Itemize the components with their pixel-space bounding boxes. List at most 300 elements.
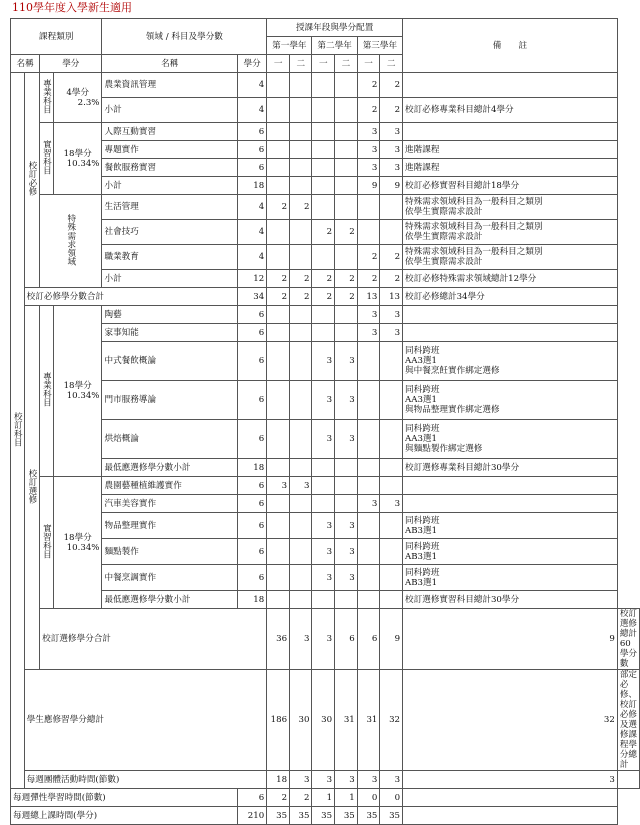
semester-credits: 3: [312, 609, 335, 670]
semester-credits: [312, 591, 335, 609]
semester-credits: 1: [312, 789, 335, 807]
group-req-practice-credits: [53, 123, 102, 195]
remark-line: 同科跨班: [405, 424, 440, 434]
semester-credits: 3: [312, 565, 335, 591]
semester-credits: 2: [357, 245, 380, 270]
remark-cell: [403, 513, 618, 539]
subject-credits: 210: [238, 807, 267, 825]
subject-credits: 6: [238, 141, 267, 159]
semester-credits: [357, 513, 380, 539]
remark-cell: [403, 306, 618, 324]
semester-credits: [290, 98, 312, 123]
semester-credits: [312, 73, 335, 98]
group-special-needs-label: 特殊需求領域: [65, 213, 76, 266]
semester-credits: [312, 306, 335, 324]
header-sem-2: 二: [335, 55, 358, 73]
table-row: [11, 807, 640, 825]
semester-credits: 30: [290, 670, 312, 771]
semester-credits: 3: [312, 539, 335, 565]
header-sem-2: 二: [380, 55, 403, 73]
group-elec-practice-credits-percent: 10.34%: [66, 542, 100, 553]
semester-credits: [290, 459, 312, 477]
semester-credits: 2: [312, 288, 335, 306]
subject-credits: 6: [238, 306, 267, 324]
semester-credits: 9: [357, 177, 380, 195]
subject-name: 烘焙概論: [102, 420, 238, 459]
subject-name: 生活管理: [102, 195, 238, 220]
remark-cell: 部定必修、校訂必修及選修課程學分總計: [617, 670, 639, 771]
table-row: [11, 73, 640, 98]
subject-name: 汽車美容實作: [102, 495, 238, 513]
subject-name: 小計: [102, 98, 238, 123]
semester-credits: [380, 459, 403, 477]
subject-credits: 18: [238, 177, 267, 195]
remark-cell: [403, 420, 618, 459]
group-elec-practice: [40, 477, 54, 609]
subject-credits: 34: [238, 288, 267, 306]
subject-credits: 18: [267, 771, 290, 789]
table-row: [11, 159, 640, 177]
semester-credits: [267, 342, 290, 381]
semester-credits: [267, 177, 290, 195]
subject-credits: 186: [267, 670, 290, 771]
semester-credits: 35: [380, 807, 403, 825]
semester-credits: [380, 220, 403, 245]
semester-credits: 13: [380, 288, 403, 306]
semester-credits: 35: [267, 807, 290, 825]
header-subject-name: 名稱: [102, 55, 238, 73]
semester-credits: [267, 513, 290, 539]
semester-credits: [267, 220, 290, 245]
group-school-subjects-label: 校訂科目: [12, 411, 23, 447]
semester-credits: [335, 459, 358, 477]
subject-credits: 4: [238, 98, 267, 123]
table-row: [11, 98, 640, 123]
remark-line: 同科跨班: [405, 567, 440, 578]
semester-credits: [335, 141, 358, 159]
remark-cell: [403, 324, 618, 342]
subject-credits: 6: [238, 477, 267, 495]
semester-credits: 30: [312, 670, 335, 771]
semester-credits: 2: [335, 220, 358, 245]
semester-credits: 3: [380, 141, 403, 159]
group-req-practice-credits-credits: 18學分: [63, 148, 92, 159]
semester-credits: 13: [357, 288, 380, 306]
semester-credits: [290, 245, 312, 270]
remark-cell: [403, 123, 618, 141]
remark-cell: [403, 245, 618, 270]
subject-credits: 6: [238, 324, 267, 342]
remark-line: 與物品整理實作綁定選修: [405, 405, 500, 415]
semester-credits: [267, 306, 290, 324]
semester-credits: [290, 495, 312, 513]
semester-credits: 31: [357, 670, 380, 771]
table-row: [11, 459, 640, 477]
header-category: 課程類別: [11, 19, 102, 55]
subject-name: 職業教育: [102, 245, 238, 270]
semester-credits: 2: [380, 270, 403, 288]
semester-credits: [267, 420, 290, 459]
semester-credits: [267, 565, 290, 591]
semester-credits: 3: [380, 306, 403, 324]
table-row: [11, 123, 640, 141]
semester-credits: [290, 342, 312, 381]
semester-credits: 0: [357, 789, 380, 807]
semester-credits: 32: [403, 670, 618, 771]
semester-credits: [357, 539, 380, 565]
semester-credits: 3: [380, 324, 403, 342]
semester-credits: 2: [267, 288, 290, 306]
semester-credits: [335, 591, 358, 609]
semester-credits: [267, 141, 290, 159]
table-row: [11, 609, 640, 670]
header-credits: 學分: [40, 55, 102, 73]
group-req-professional-credits-percent: 2.3%: [77, 97, 100, 108]
remark-cell: [403, 565, 618, 591]
semester-credits: [380, 477, 403, 495]
semester-credits: [357, 420, 380, 459]
remark-cell: 校訂選修實習科目總計30學分: [403, 591, 618, 609]
subject-credits: 6: [238, 420, 267, 459]
subject-name: 校訂選修學分合計: [40, 609, 267, 670]
remark-cell: 校訂必修特殊需求領域總計12學分: [403, 270, 618, 288]
semester-credits: 3: [335, 381, 358, 420]
table-row: [11, 381, 640, 420]
remark-cell: 校訂必修總計34學分: [403, 288, 618, 306]
table-row: [11, 288, 640, 306]
subject-name: 門市服務導論: [102, 381, 238, 420]
group-school-required: [24, 73, 39, 288]
subject-credits: 6: [238, 539, 267, 565]
semester-credits: 3: [335, 539, 358, 565]
subject-credits: 6: [238, 565, 267, 591]
table-row: [11, 195, 640, 220]
semester-credits: 2: [335, 270, 358, 288]
remark-cell: [403, 477, 618, 495]
semester-credits: 3: [290, 609, 312, 670]
semester-credits: [290, 539, 312, 565]
subject-credits: 6: [238, 159, 267, 177]
semester-credits: [335, 245, 358, 270]
subject-name: 每週總上課時間(學分): [11, 807, 238, 825]
semester-credits: [312, 177, 335, 195]
subject-name: 農園藝種植維護實作: [102, 477, 238, 495]
semester-credits: 9: [403, 609, 618, 670]
group-elec-practice-credits-credits: 18學分: [63, 532, 92, 543]
remark-cell: [403, 495, 618, 513]
subject-credits: 6: [238, 381, 267, 420]
header-year-2: 第二學年: [312, 37, 357, 55]
semester-credits: 2: [290, 270, 312, 288]
header-name: 名稱: [11, 55, 40, 73]
semester-credits: [380, 381, 403, 420]
group-special-needs: [40, 195, 102, 288]
subject-credits: 4: [238, 245, 267, 270]
semester-credits: [335, 98, 358, 123]
remark-cell: [403, 789, 618, 807]
semester-credits: [267, 98, 290, 123]
semester-credits: 2: [357, 73, 380, 98]
semester-credits: 2: [290, 288, 312, 306]
semester-credits: 2: [267, 195, 290, 220]
table-row: [11, 495, 640, 513]
header-domain-subject: 領域 / 科目及學分數: [102, 19, 267, 55]
semester-credits: [357, 591, 380, 609]
remark-line: 與麵點製作綁定選修: [405, 444, 483, 454]
semester-credits: [312, 245, 335, 270]
semester-credits: [335, 495, 358, 513]
semester-credits: 3: [312, 342, 335, 381]
semester-credits: [312, 324, 335, 342]
remark-line: AA3選1: [405, 434, 437, 444]
semester-credits: 35: [312, 807, 335, 825]
subject-name: 最低應選修學分數小計: [102, 591, 238, 609]
remark-line: 與中餐烹飪實作綁定選修: [405, 366, 500, 376]
semester-credits: 32: [380, 670, 403, 771]
semester-credits: [312, 477, 335, 495]
semester-credits: 35: [357, 807, 380, 825]
group-elec-professional: [40, 306, 54, 477]
semester-credits: 31: [335, 670, 358, 771]
remark-cell: [617, 771, 639, 789]
semester-credits: [335, 177, 358, 195]
semester-credits: [267, 591, 290, 609]
subject-credits: 18: [238, 591, 267, 609]
remark-line: AA3選1: [405, 356, 437, 366]
table-row: [11, 539, 640, 565]
semester-credits: 2: [357, 98, 380, 123]
subject-name: 中餐烹調實作: [102, 565, 238, 591]
subject-name: 餐飲服務實習: [102, 159, 238, 177]
semester-credits: 3: [357, 123, 380, 141]
remark-line: 同科跨班: [405, 515, 440, 526]
semester-credits: 3: [312, 381, 335, 420]
table-row: [11, 342, 640, 381]
subject-credits: 4: [238, 73, 267, 98]
semester-credits: 3: [403, 771, 618, 789]
semester-credits: 9: [380, 609, 403, 670]
table-row: [11, 670, 640, 771]
semester-credits: 2: [290, 195, 312, 220]
table-row: [11, 771, 640, 789]
group-elec-professional-label: 專業科目: [41, 372, 52, 407]
remark-cell: [403, 195, 618, 220]
remark-line: 同科跨班: [405, 385, 440, 395]
semester-credits: 2: [380, 73, 403, 98]
table-row: [11, 565, 640, 591]
semester-credits: 3: [357, 495, 380, 513]
semester-credits: 6: [335, 609, 358, 670]
semester-credits: 3: [380, 159, 403, 177]
semester-credits: 2: [312, 270, 335, 288]
semester-credits: [335, 159, 358, 177]
group-req-professional-label: 專業科目: [41, 78, 52, 114]
table-row: [11, 220, 640, 245]
semester-credits: 3: [357, 771, 380, 789]
semester-credits: 2: [380, 245, 403, 270]
semester-credits: 2: [380, 98, 403, 123]
semester-credits: [290, 159, 312, 177]
semester-credits: [312, 195, 335, 220]
semester-credits: [290, 420, 312, 459]
semester-credits: 3: [357, 306, 380, 324]
group-elec-practice-credits: [53, 477, 102, 609]
remark-cell: [403, 807, 618, 825]
remark-line: AB3選1: [405, 577, 438, 588]
subject-name: 中式餐飲概論: [102, 342, 238, 381]
group-req-practice-credits-percent: 10.34%: [66, 158, 100, 169]
group-school-subjects: [11, 73, 25, 789]
semester-credits: 3: [290, 771, 312, 789]
table-row: [11, 177, 640, 195]
remark-line: 特殊需求領域科目為一般科目之類別: [405, 247, 543, 257]
semester-credits: [267, 245, 290, 270]
semester-credits: [357, 565, 380, 591]
group-elec-professional-credits: [53, 306, 102, 477]
remark-cell: 校訂必修實習科目總計18學分: [403, 177, 618, 195]
semester-credits: [290, 324, 312, 342]
semester-credits: [290, 381, 312, 420]
page-title: 110學年度入學新生適用: [12, 1, 132, 14]
subject-credits: 4: [238, 195, 267, 220]
semester-credits: [290, 513, 312, 539]
subject-credits: 6: [238, 123, 267, 141]
subject-credits: 6: [238, 513, 267, 539]
semester-credits: [267, 159, 290, 177]
header-allocation: 授課年段與學分配置: [267, 19, 403, 37]
header-sem-2: 二: [290, 55, 312, 73]
subject-name: 每週團體活動時間(節數): [24, 771, 267, 789]
remark-line: AA3選1: [405, 395, 437, 405]
semester-credits: [290, 123, 312, 141]
semester-credits: 3: [335, 513, 358, 539]
semester-credits: [290, 591, 312, 609]
subject-name: 物品整理實作: [102, 513, 238, 539]
table-row: [11, 477, 640, 495]
semester-credits: 3: [357, 141, 380, 159]
semester-credits: [335, 73, 358, 98]
semester-credits: 0: [380, 789, 403, 807]
semester-credits: [290, 220, 312, 245]
group-req-professional-credits-credits: 4學分: [66, 87, 89, 98]
semester-credits: [335, 324, 358, 342]
subject-name: 最低應選修學分數小計: [102, 459, 238, 477]
semester-credits: [290, 73, 312, 98]
semester-credits: [357, 342, 380, 381]
semester-credits: 2: [312, 220, 335, 245]
semester-credits: [380, 565, 403, 591]
semester-credits: [380, 195, 403, 220]
semester-credits: [335, 195, 358, 220]
subject-credits: 18: [238, 459, 267, 477]
semester-credits: [312, 159, 335, 177]
table-row: [11, 245, 640, 270]
semester-credits: 3: [290, 477, 312, 495]
semester-credits: [312, 123, 335, 141]
subject-name: 學生應修習學分總計: [24, 670, 267, 771]
table-row: [11, 324, 640, 342]
subject-name: 社會技巧: [102, 220, 238, 245]
semester-credits: 3: [380, 771, 403, 789]
remark-line: 依學生實際需求設計: [405, 207, 483, 217]
semester-credits: 6: [357, 609, 380, 670]
semester-credits: [267, 495, 290, 513]
semester-credits: 3: [380, 123, 403, 141]
remark-cell: [403, 73, 618, 98]
semester-credits: [290, 306, 312, 324]
group-school-elective-label: 校訂選修: [26, 468, 37, 504]
remark-line: 特殊需求領域科目為一般科目之類別: [405, 222, 543, 232]
remark-cell: 校訂選修總計60學分數: [617, 609, 639, 670]
remark-line: AB3選1: [405, 551, 438, 562]
subject-credits: 36: [267, 609, 290, 670]
table-row: [11, 789, 640, 807]
semester-credits: 3: [357, 159, 380, 177]
header-sem-1: 一: [267, 55, 290, 73]
semester-credits: [267, 381, 290, 420]
semester-credits: [357, 381, 380, 420]
semester-credits: 2: [267, 270, 290, 288]
semester-credits: [335, 306, 358, 324]
remark-cell: [403, 381, 618, 420]
remark-line: 同科跨班: [405, 346, 440, 356]
subject-credits: 6: [238, 495, 267, 513]
subject-name: 小計: [102, 177, 238, 195]
semester-credits: [267, 324, 290, 342]
subject-credits: 12: [238, 270, 267, 288]
table-row: [11, 513, 640, 539]
subject-name: 每週彈性學習時間(節數): [11, 789, 238, 807]
semester-credits: 3: [335, 565, 358, 591]
semester-credits: 3: [335, 771, 358, 789]
semester-credits: [357, 195, 380, 220]
semester-credits: [380, 539, 403, 565]
group-elec-professional-credits-percent: 10.34%: [66, 391, 100, 401]
remark-cell: 進階課程: [403, 141, 618, 159]
semester-credits: [357, 459, 380, 477]
table-row: [11, 141, 640, 159]
header-remarks: 備 註: [403, 19, 618, 73]
remark-cell: 進階課程: [403, 159, 618, 177]
remark-line: 依學生實際需求設計: [405, 257, 483, 267]
semester-credits: 2: [267, 789, 290, 807]
semester-credits: 3: [357, 324, 380, 342]
semester-credits: [267, 539, 290, 565]
header-subject-credits: 學分: [238, 55, 267, 73]
remark-line: AB3選1: [405, 525, 438, 536]
semester-credits: 3: [312, 513, 335, 539]
subject-name: 麵點製作: [102, 539, 238, 565]
semester-credits: [380, 342, 403, 381]
group-elec-professional-credits-credits: 18學分: [63, 381, 92, 391]
semester-credits: 2: [290, 789, 312, 807]
semester-credits: [312, 98, 335, 123]
semester-credits: [267, 459, 290, 477]
group-req-practice-label: 實習科目: [41, 139, 52, 175]
subject-name: 專題實作: [102, 141, 238, 159]
semester-credits: 35: [290, 807, 312, 825]
remark-cell: [403, 539, 618, 565]
header-year-1: 第一學年: [267, 37, 312, 55]
remark-line: 同科跨班: [405, 541, 440, 552]
remark-line: 特殊需求領域科目為一般科目之類別: [405, 197, 543, 207]
remark-cell: [403, 342, 618, 381]
subject-name: 陶藝: [102, 306, 238, 324]
semester-credits: 3: [267, 477, 290, 495]
group-elec-practice-label: 實習科目: [41, 523, 52, 559]
semester-credits: [357, 220, 380, 245]
group-school-required-label: 校訂必修: [26, 161, 37, 196]
